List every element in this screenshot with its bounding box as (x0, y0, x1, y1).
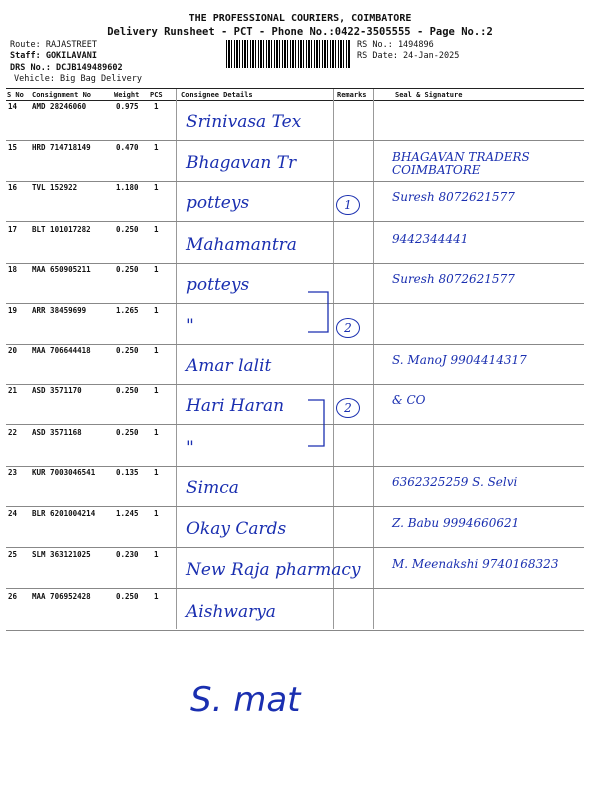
row-consignment-no: KUR 7003046541 (32, 468, 96, 477)
row-consignee: " (186, 438, 194, 458)
row-seal: Suresh 8072621577 (392, 190, 515, 204)
row-consignee: Amar lalit (186, 356, 272, 376)
row-consignment-no: BLT 101017282 (32, 225, 91, 234)
row-divider (6, 140, 584, 141)
row-sno: 22 (8, 428, 18, 437)
row-pcs: 1 (154, 468, 159, 477)
row-sno: 23 (8, 468, 18, 477)
row-sno: 17 (8, 225, 18, 234)
row-remark: 2 (336, 318, 360, 338)
row-weight: 0.135 (116, 468, 139, 477)
row-seal: S. ManoJ 9904414317 (392, 353, 527, 367)
row-consignee: Srinivasa Tex (186, 112, 302, 132)
row-divider (6, 181, 584, 182)
row-sno: 15 (8, 143, 18, 152)
row-consignment-no: ASD 3571168 (32, 428, 82, 437)
runsheet-subtitle: Delivery Runsheet - PCT - Phone No.:0422-3505555 - Page No.:2 (107, 26, 493, 38)
row-pcs: 1 (154, 509, 159, 518)
row-pcs: 1 (154, 143, 159, 152)
company-name: THE PROFESSIONAL COURIERS, COIMBATORE (188, 13, 412, 24)
row-weight: 1.265 (116, 306, 139, 315)
col-sno: S No (7, 91, 24, 99)
row-consignee: Aishwarya (186, 602, 276, 622)
row-sno: 16 (8, 183, 18, 192)
row-sno: 14 (8, 102, 18, 111)
row-seal: M. Meenakshi 9740168323 (392, 557, 559, 571)
row-seal: 6362325259 S. Selvi (392, 475, 518, 489)
row-weight: 1.245 (116, 509, 139, 518)
row-consignment-no: MAA 706644418 (32, 346, 91, 355)
row-pcs: 1 (154, 102, 159, 111)
vehicle: Vehicle: Big Bag Delivery (14, 74, 142, 84)
row-sno: 18 (8, 265, 18, 274)
col-remarks: Remarks (337, 91, 367, 99)
row-weight: 0.470 (116, 143, 139, 152)
col-consignee: Consignee Details (181, 91, 253, 99)
row-divider (6, 344, 584, 345)
row-weight: 0.975 (116, 102, 139, 111)
row-divider (6, 384, 584, 385)
staff: Staff: GOKILAVANI (10, 51, 97, 61)
row-pcs: 1 (154, 428, 159, 437)
col-pcs: PCS (150, 91, 163, 99)
row-divider (6, 221, 584, 222)
row-consignee: Hari Haran (186, 396, 285, 416)
col-seal: Seal & Signature (395, 91, 463, 99)
row-consignee: potteys (186, 275, 250, 295)
row-divider (6, 547, 584, 548)
row-consignee: Simca (186, 478, 239, 498)
row-consignee: potteys (186, 193, 250, 213)
row-consignment-no: BLR 6201004214 (32, 509, 96, 518)
row-weight: 0.230 (116, 550, 139, 559)
row-weight: 0.250 (116, 386, 139, 395)
row-pcs: 1 (154, 225, 159, 234)
row-weight: 1.180 (116, 183, 139, 192)
row-consignment-no: HRD 714718149 (32, 143, 91, 152)
row-pcs: 1 (154, 265, 159, 274)
row-consignment-no: TVL 152922 (32, 183, 78, 192)
barcode (226, 40, 350, 68)
row-sno: 19 (8, 306, 18, 315)
row-consignment-no: MAA 706952428 (32, 592, 91, 601)
row-consignment-no: SLM 363121025 (32, 550, 91, 559)
row-divider (6, 506, 584, 507)
row-divider (6, 424, 584, 425)
row-sno: 26 (8, 592, 18, 601)
footer-signature: S. mat (190, 680, 301, 720)
rs-date: RS Date: 24-Jan-2025 (357, 51, 460, 61)
row-divider (6, 263, 584, 264)
row-consignee: Bhagavan Tr (186, 153, 297, 173)
row-consignment-no: MAA 650905211 (32, 265, 91, 274)
row-weight: 0.250 (116, 346, 139, 355)
row-seal: Z. Babu 9994660621 (392, 516, 520, 530)
row-pcs: 1 (154, 183, 159, 192)
remarks-brackets (300, 260, 350, 460)
row-sno: 20 (8, 346, 18, 355)
row-divider (6, 588, 584, 589)
drs-number: DRS No.: DCJB149489602 (10, 63, 123, 73)
row-consignment-no: ARR 38459699 (32, 306, 87, 315)
route: Route: RAJASTREET (10, 40, 97, 50)
row-remark: 1 (336, 195, 360, 215)
row-sno: 25 (8, 550, 18, 559)
row-consignee: " (186, 316, 194, 336)
row-consignment-no: ASD 3571170 (32, 386, 82, 395)
row-seal: 9442344441 (392, 232, 469, 246)
rs-number: RS No.: 1494896 (357, 40, 434, 50)
row-pcs: 1 (154, 592, 159, 601)
row-seal: BHAGAVAN TRADERS COIMBATORE (392, 150, 530, 177)
row-weight: 0.250 (116, 265, 139, 274)
row-divider (6, 303, 584, 304)
row-weight: 0.250 (116, 225, 139, 234)
row-sno: 21 (8, 386, 18, 395)
row-weight: 0.250 (116, 592, 139, 601)
row-consignment-no: AMD 28246060 (32, 102, 87, 111)
row-pcs: 1 (154, 386, 159, 395)
col-weight: Weight (114, 91, 140, 99)
row-remark: 2 (336, 398, 360, 418)
row-divider (6, 466, 584, 467)
row-pcs: 1 (154, 306, 159, 315)
row-pcs: 1 (154, 550, 159, 559)
col-consignment: Consignment No (32, 91, 92, 99)
row-consignee: Mahamantra (186, 235, 297, 255)
row-pcs: 1 (154, 346, 159, 355)
row-weight: 0.250 (116, 428, 139, 437)
row-consignee: Okay Cards (186, 519, 287, 539)
row-sno: 24 (8, 509, 18, 518)
row-divider (6, 630, 584, 631)
row-seal: Suresh 8072621577 (392, 272, 515, 286)
row-consignee: New Raja pharmacy (186, 560, 361, 580)
row-seal: & CO (392, 393, 426, 407)
